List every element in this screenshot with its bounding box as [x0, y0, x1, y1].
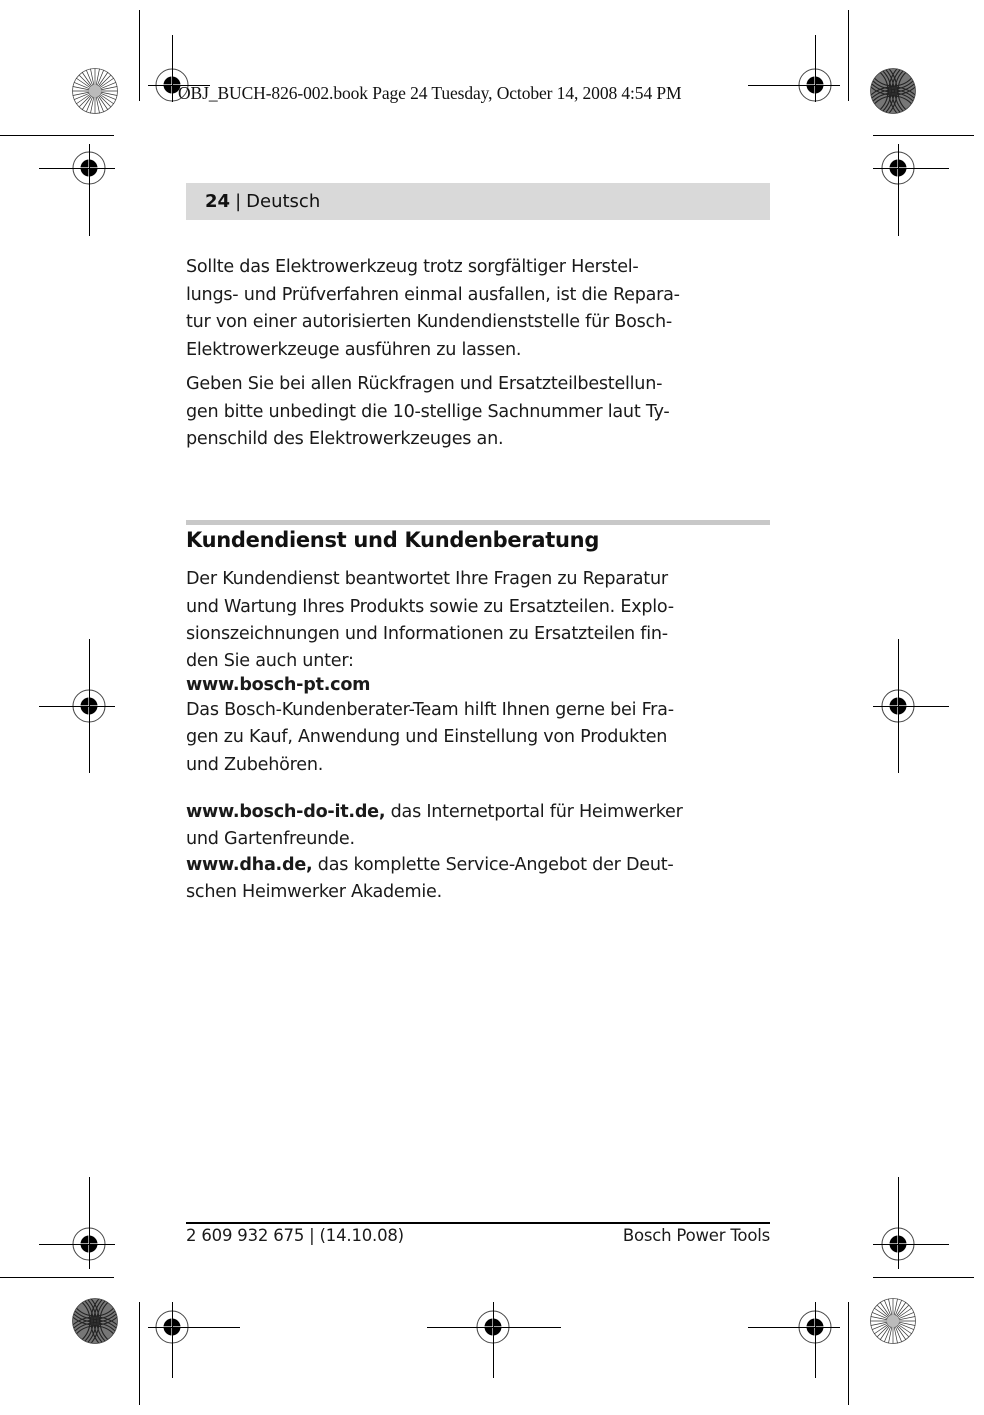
- crop-mark-top-left-horizontal: [0, 135, 114, 136]
- crop-mark-top-right-vertical: [848, 10, 849, 101]
- crosshair-line: [172, 35, 173, 102]
- moire-disc-icon: [72, 1298, 118, 1344]
- section-links: [186, 799, 776, 906]
- crosshair-line: [39, 168, 115, 169]
- text-line: Der Kundendienst beantwortet Ihre Fragen zu Reparatur: [186, 569, 668, 589]
- text-line: tur von einer autorisierten Kundendienststelle für Bosch-: [186, 312, 672, 332]
- text-line: Das Bosch-Kundenberater-Team hilft Ihnen gerne bei Fra-: [186, 699, 674, 720]
- crosshair-line: [89, 1177, 90, 1269]
- footer-doc-number: 2 609 932 675 | (14.10.08): [186, 1226, 404, 1245]
- crosshair-line: [748, 1327, 840, 1328]
- footer-brand: Bosch Power Tools: [622, 1226, 770, 1245]
- crosshair-line: [89, 144, 90, 236]
- link-bosch-pt[interactable]: www.bosch-pt.com: [186, 674, 371, 695]
- crosshair-line: [873, 706, 949, 707]
- starburst-disc-icon: [870, 1298, 916, 1344]
- crosshair-line: [873, 168, 949, 169]
- text-line: Elektrowerkzeuge ausführen zu lassen.: [186, 339, 522, 360]
- text-line: Geben Sie bei allen Rückfragen und Ersatzteilbestellun-: [186, 374, 663, 394]
- page-number: 24: [205, 191, 231, 212]
- crop-mark-bottom-left-vertical: [139, 1302, 140, 1405]
- text-line: penschild des Elektrowerkzeuges an.: [186, 429, 504, 449]
- crosshair-line: [427, 1327, 561, 1328]
- crosshair-line: [898, 1177, 899, 1269]
- link-dha[interactable]: www.dha.de,: [186, 854, 313, 875]
- header-language: Deutsch: [246, 191, 321, 212]
- text-line: schen Heimwerker Akademie.: [186, 881, 442, 902]
- text-line: und Gartenfreunde.: [186, 828, 355, 849]
- crosshair-line: [39, 706, 115, 707]
- intro-paragraph-1: [186, 254, 776, 364]
- crosshair-line: [148, 1327, 240, 1328]
- crosshair-line: [815, 35, 816, 102]
- section-paragraph-1: [186, 566, 776, 779]
- text-line: gen zu Kauf, Anwendung und Einstellung von Produkten: [186, 727, 668, 747]
- crosshair-line: [748, 85, 840, 86]
- crop-mark-top-left-vertical: [139, 10, 140, 101]
- text-line: Sollte das Elektrowerkzeug trotz sorgfältiger Herstel-: [186, 257, 639, 277]
- text-line: und Wartung Ihres Produkts sowie zu Ersatzteilen. Explo-: [186, 596, 674, 617]
- crop-mark-bottom-right-vertical: [848, 1302, 849, 1405]
- running-header: [186, 183, 770, 220]
- crosshair-line: [815, 1302, 816, 1378]
- moire-disc-icon: [870, 68, 916, 114]
- text-line: gen bitte unbedingt die 10-stellige Sachnummer laut Ty-: [186, 401, 670, 422]
- section-divider: [186, 520, 770, 525]
- crop-mark-bottom-left-horizontal: [0, 1277, 114, 1278]
- crosshair-line: [39, 1244, 115, 1245]
- link-bosch-do-it[interactable]: www.bosch-do-it.de,: [186, 802, 386, 822]
- intro-paragraph-2: [186, 371, 776, 454]
- link-description: das komplette Service-Angebot der Deut-: [312, 854, 674, 875]
- crosshair-line: [493, 1302, 494, 1378]
- footer-divider: [186, 1222, 770, 1224]
- crosshair-line: [172, 1302, 173, 1378]
- text-line: lungs- und Prüfverfahren einmal ausfallen, ist die Repara-: [186, 284, 680, 305]
- print-slug: OBJ_BUCH-826-002.book Page 24 Tuesday, October 14, 2008 4:54 PM: [178, 83, 682, 103]
- header-separator: |: [235, 191, 242, 212]
- text-line: und Zubehören.: [186, 754, 324, 775]
- text-line: den Sie auch unter:: [186, 650, 354, 671]
- crop-mark-top-right-horizontal: [873, 135, 974, 136]
- crosshair-line: [873, 1244, 949, 1245]
- crop-mark-bottom-right-horizontal: [873, 1277, 974, 1278]
- starburst-disc-icon: [72, 68, 118, 114]
- section-heading: Kundendienst und Kundenberatung: [186, 528, 600, 552]
- link-description: das Internetportal für Heimwerker: [385, 802, 683, 822]
- crosshair-line: [898, 144, 899, 236]
- text-line: sionszeichnungen und Informationen zu Ersatzteilen fin-: [186, 624, 668, 644]
